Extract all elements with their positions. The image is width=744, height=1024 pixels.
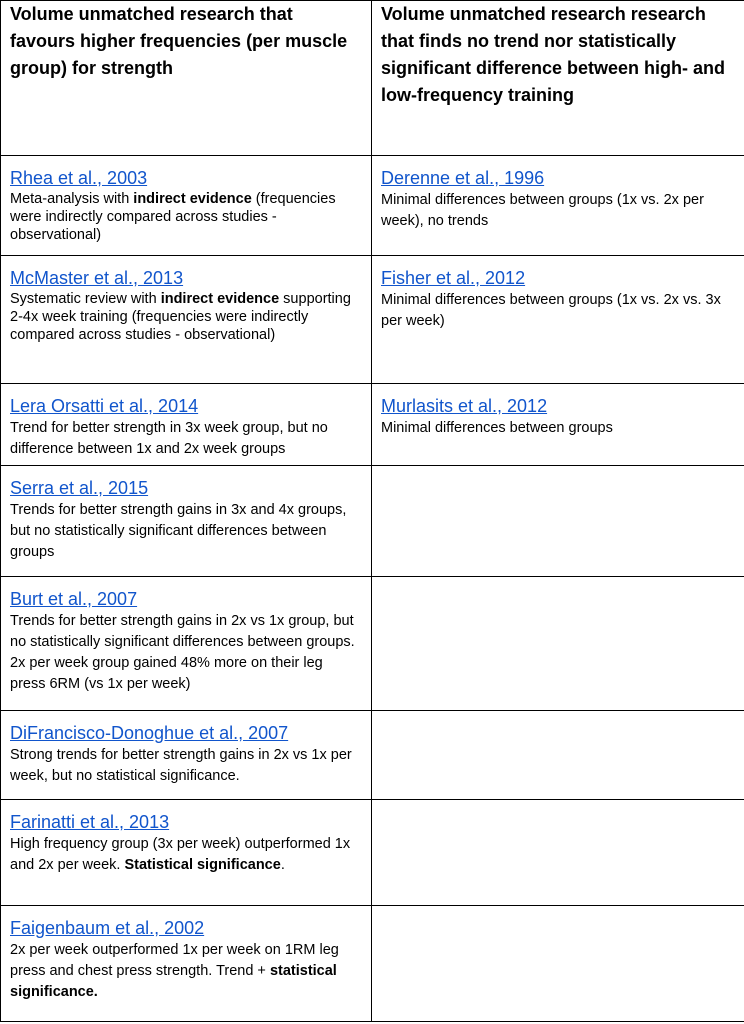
study-citation-link[interactable]: McMaster et al., 2013 <box>10 268 184 288</box>
emphasis-text: Statistical significance <box>124 857 281 873</box>
summary-text: Strong trends for better strength gains in 2x vs 1x per week, but no statistical significance. <box>10 747 352 784</box>
study-cell <box>372 384 744 466</box>
header-favours-higher-frequency: Volume unmatched research that favours higher frequencies (per muscle group) for strength <box>1 1 372 156</box>
study-row <box>1 466 744 577</box>
study-cell <box>1 906 372 1022</box>
study-row <box>1 384 744 466</box>
summary-text: Meta-analysis with <box>10 191 134 207</box>
summary-text: Minimal differences between groups (1x vs. 2x vs. 3x per week) <box>381 292 721 329</box>
summary-text: Trends for better strength gains in 3x and 4x groups, but no statistically significant differences between groups <box>10 502 347 560</box>
study-citation-link[interactable]: Farinatti et al., 2013 <box>10 812 170 832</box>
study-row <box>1 156 744 256</box>
study-row <box>1 906 744 1022</box>
empty-cell <box>372 466 744 577</box>
study-citation-link[interactable]: DiFrancisco-Donoghue et al., 2007 <box>10 723 289 743</box>
study-summary <box>381 418 735 439</box>
study-cell <box>1 711 372 800</box>
study-row <box>1 577 744 711</box>
study-summary <box>10 611 362 695</box>
study-citation-link[interactable]: Burt et al., 2007 <box>10 589 138 609</box>
header-no-difference: Volume unmatched research research that finds no trend nor statistically significant difference between high- and low-frequency training <box>372 1 744 156</box>
study-citation-link[interactable]: Lera Orsatti et al., 2014 <box>10 396 199 416</box>
study-citation-link[interactable]: Derenne et al., 1996 <box>381 168 545 188</box>
emphasis-text: statistical significance. <box>10 963 337 1000</box>
summary-text: supporting 2-4x week training (frequencies were indirectly compared across studies - observational) <box>10 291 351 343</box>
summary-text: Systematic review with <box>10 291 161 307</box>
study-summary <box>10 190 362 244</box>
summary-text: 2x per week outperformed 1x per week on 1RM leg press and chest press strength. Trend + <box>10 942 339 979</box>
study-cell <box>1 384 372 466</box>
empty-cell <box>372 711 744 800</box>
study-citation-link[interactable]: Rhea et al., 2003 <box>10 168 148 188</box>
emphasis-text: indirect evidence <box>160 291 280 307</box>
summary-text: Minimal differences between groups <box>381 420 613 436</box>
summary-text: High frequency group (3x per week) outperformed 1x and 2x per week. <box>10 836 351 873</box>
summary-text: (frequencies were indirectly compared across studies - observational) <box>10 191 336 243</box>
study-citation-link[interactable]: Faigenbaum et al., 2002 <box>10 918 205 938</box>
summary-text: Trends for better strength gains in 2x vs 1x group, but no statistically significant differences between groups. 2x per week group gained 48% more on their leg press 6RM (vs 1x per week) <box>10 613 355 692</box>
empty-cell <box>372 577 744 711</box>
header-row <box>1 1 744 156</box>
study-summary <box>10 940 362 1003</box>
empty-cell <box>372 800 744 906</box>
study-summary <box>10 834 362 876</box>
study-citation-link[interactable]: Serra et al., 2015 <box>10 478 149 498</box>
study-cell <box>372 256 744 384</box>
emphasis-text: indirect evidence <box>133 191 252 207</box>
study-citation-link[interactable]: Murlasits et al., 2012 <box>381 396 548 416</box>
study-cell <box>1 800 372 906</box>
study-row <box>1 711 744 800</box>
study-summary <box>10 290 362 344</box>
summary-text: . <box>280 857 285 873</box>
study-cell <box>1 577 372 711</box>
study-summary <box>381 290 735 332</box>
study-cell <box>372 156 744 256</box>
empty-cell <box>372 906 744 1022</box>
study-summary <box>10 500 362 563</box>
study-cell <box>1 256 372 384</box>
summary-text: Trend for better strength in 3x week group, but no difference between 1x and 2x week groups <box>10 420 328 457</box>
study-row <box>1 800 744 906</box>
study-summary <box>381 190 735 232</box>
study-summary <box>10 745 362 787</box>
study-citation-link[interactable]: Fisher et al., 2012 <box>381 268 526 288</box>
study-cell <box>1 156 372 256</box>
study-row <box>1 256 744 384</box>
study-cell <box>1 466 372 577</box>
study-summary <box>10 418 362 460</box>
summary-text: Minimal differences between groups (1x vs. 2x per week), no trends <box>381 192 704 229</box>
